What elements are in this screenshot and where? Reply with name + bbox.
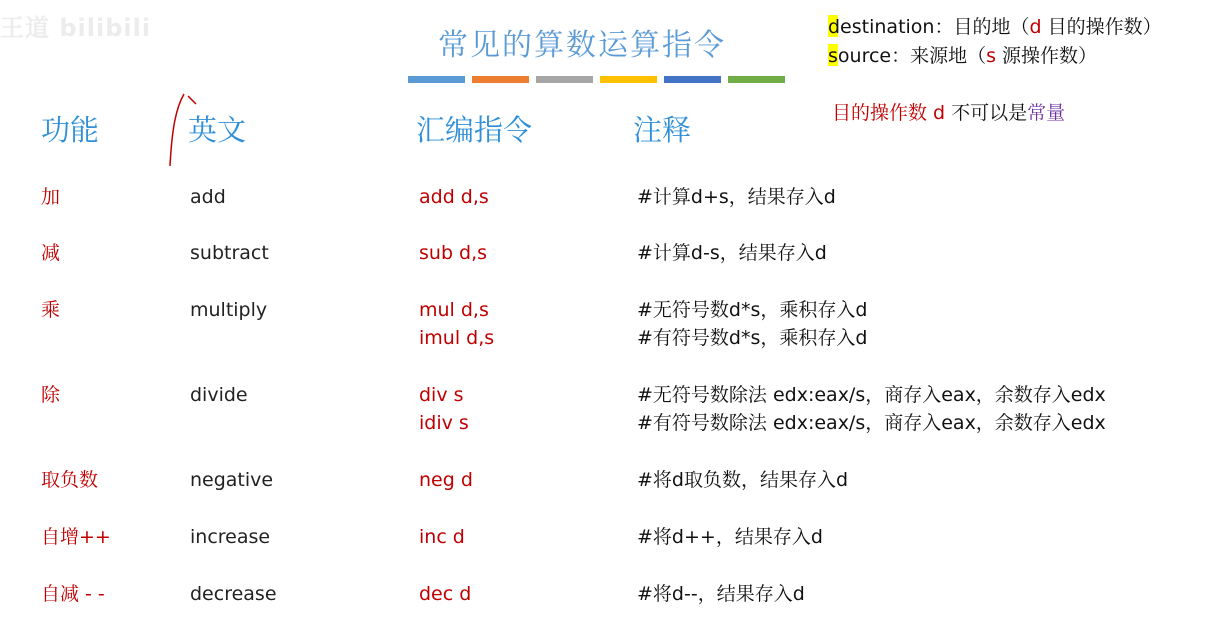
row-comment: #计算d-s，结果存入d: [637, 242, 827, 264]
row-comment: #将d++，结果存入d: [637, 526, 823, 548]
row-asm: mul d,s: [419, 299, 489, 321]
header-asm: 汇编指令: [416, 113, 533, 147]
row-comment: #有符号数除法 edx:eax/s，商存入eax，余数存入edx: [637, 412, 1106, 434]
row-comment: #无符号数d*s，乘积存入d: [637, 299, 868, 321]
row-asm: idiv s: [419, 412, 469, 434]
row-asm: neg d: [419, 469, 473, 491]
row-english: multiply: [190, 299, 268, 321]
destination-d: d: [1029, 16, 1042, 38]
color-bar-segment: [728, 76, 785, 83]
color-bar-segment: [664, 76, 721, 83]
constant-warning: [832, 98, 1065, 125]
row-asm: imul d,s: [419, 327, 495, 349]
warning-main: 目的操作数 d: [832, 102, 952, 124]
row-english: subtract: [190, 242, 269, 264]
row-english: divide: [190, 384, 248, 406]
row-english: negative: [190, 469, 274, 491]
source-s: s: [986, 45, 997, 67]
row-func: 自减 - -: [41, 583, 105, 605]
row-asm: inc d: [419, 526, 465, 548]
row-english: add: [190, 186, 226, 208]
color-bar-segment: [472, 76, 529, 83]
row-func: 加: [41, 186, 61, 208]
warning-end: 常量: [1027, 102, 1066, 124]
row-comment: #将d--，结果存入d: [637, 583, 805, 605]
row-comment: #计算d+s，结果存入d: [637, 186, 836, 208]
header-english: 英文: [188, 113, 247, 147]
row-comment: #有符号数d*s，乘积存入d: [637, 327, 868, 349]
row-func: 自增++: [41, 526, 111, 548]
warning-mid: 不可以是: [951, 102, 1028, 124]
row-func: 取负数: [41, 469, 99, 491]
slide-title: 常见的算数运算指令: [438, 28, 726, 63]
color-bar-segment: [408, 76, 465, 83]
header-comment: 注释: [633, 113, 692, 147]
row-func: 乘: [41, 299, 61, 321]
source-text: source：来源地（: [828, 45, 987, 67]
row-english: increase: [190, 526, 271, 548]
header-func: 功能: [41, 113, 100, 147]
color-bar: [408, 76, 785, 83]
destination-text: destination：目的地（: [828, 16, 1030, 38]
row-asm: dec d: [419, 583, 472, 605]
row-func: 除: [41, 384, 61, 406]
destination-note: [828, 12, 1162, 39]
row-english: decrease: [190, 583, 277, 605]
watermark: 王道 bilibili: [0, 14, 152, 42]
source-suffix: 源操作数）: [996, 45, 1098, 67]
row-asm: div s: [419, 384, 464, 406]
destination-suffix: 目的操作数）: [1041, 16, 1162, 38]
source-note: [828, 41, 1097, 68]
color-bar-segment: [600, 76, 657, 83]
row-asm: sub d,s: [419, 242, 488, 264]
row-comment: #无符号数除法 edx:eax/s，商存入eax，余数存入edx: [637, 384, 1106, 406]
color-bar-segment: [536, 76, 593, 83]
row-func: 减: [41, 242, 61, 264]
row-asm: add d,s: [419, 186, 489, 208]
row-comment: #将d取负数，结果存入d: [637, 469, 849, 491]
